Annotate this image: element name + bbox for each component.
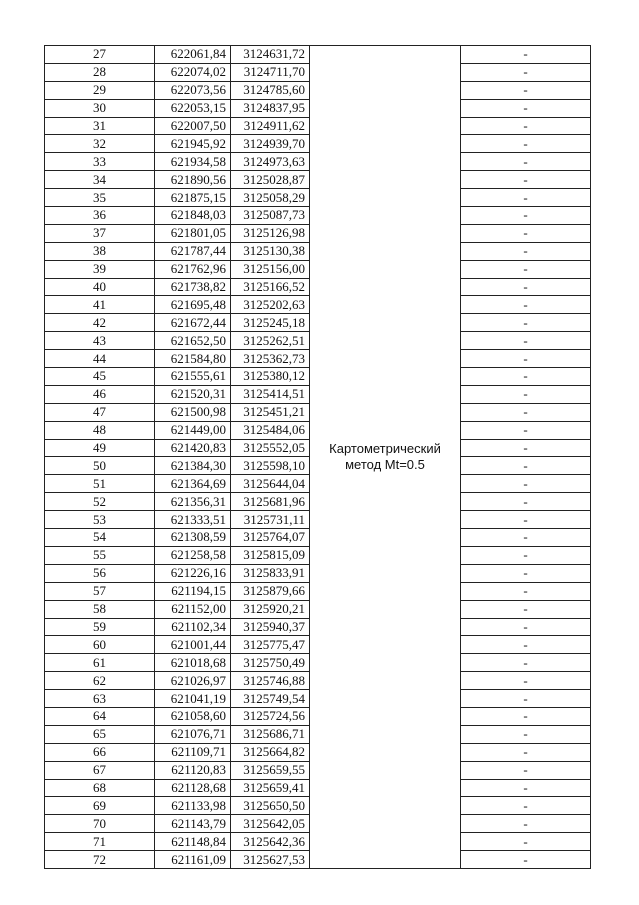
note-cell: - [461, 171, 591, 189]
x-coordinate-cell: 621102,34 [155, 618, 231, 636]
note-cell: - [461, 99, 591, 117]
note-cell: - [461, 368, 591, 386]
x-coordinate-cell: 621801,05 [155, 224, 231, 242]
x-coordinate-cell: 621695,48 [155, 296, 231, 314]
note-cell: - [461, 189, 591, 207]
y-coordinate-cell: 3124631,72 [231, 46, 310, 64]
method-line-1: Картометрический [329, 440, 441, 456]
y-coordinate-cell: 3125126,98 [231, 224, 310, 242]
point-number-cell: 50 [45, 457, 155, 475]
y-coordinate-cell: 3124939,70 [231, 135, 310, 153]
point-number-cell: 56 [45, 564, 155, 582]
note-cell: - [461, 851, 591, 869]
point-number-cell: 57 [45, 582, 155, 600]
y-coordinate-cell: 3125166,52 [231, 278, 310, 296]
note-cell: - [461, 46, 591, 64]
x-coordinate-cell: 621356,31 [155, 493, 231, 511]
point-number-cell: 37 [45, 224, 155, 242]
y-coordinate-cell: 3125940,37 [231, 618, 310, 636]
point-number-cell: 66 [45, 743, 155, 761]
y-coordinate-cell: 3125920,21 [231, 600, 310, 618]
point-number-cell: 42 [45, 314, 155, 332]
point-number-cell: 35 [45, 189, 155, 207]
point-number-cell: 28 [45, 63, 155, 81]
x-coordinate-cell: 621120,83 [155, 761, 231, 779]
y-coordinate-cell: 3125451,21 [231, 403, 310, 421]
point-number-cell: 44 [45, 350, 155, 368]
y-coordinate-cell: 3125627,53 [231, 851, 310, 869]
note-cell: - [461, 260, 591, 278]
point-number-cell: 55 [45, 546, 155, 564]
point-number-cell: 41 [45, 296, 155, 314]
note-cell: - [461, 600, 591, 618]
y-coordinate-cell: 3125749,54 [231, 690, 310, 708]
y-coordinate-cell: 3125833,91 [231, 564, 310, 582]
note-cell: - [461, 117, 591, 135]
y-coordinate-cell: 3125764,07 [231, 529, 310, 547]
y-coordinate-cell: 3124911,62 [231, 117, 310, 135]
note-cell: - [461, 296, 591, 314]
x-coordinate-cell: 621076,71 [155, 725, 231, 743]
note-cell: - [461, 403, 591, 421]
note-cell: - [461, 815, 591, 833]
y-coordinate-cell: 3125686,71 [231, 725, 310, 743]
x-coordinate-cell: 621945,92 [155, 135, 231, 153]
note-cell: - [461, 564, 591, 582]
y-coordinate-cell: 3125202,63 [231, 296, 310, 314]
x-coordinate-cell: 621555,61 [155, 368, 231, 386]
y-coordinate-cell: 3125815,09 [231, 546, 310, 564]
y-coordinate-cell: 3125664,82 [231, 743, 310, 761]
x-coordinate-cell: 621890,56 [155, 171, 231, 189]
x-coordinate-cell: 621449,00 [155, 421, 231, 439]
note-cell: - [461, 797, 591, 815]
note-cell: - [461, 546, 591, 564]
point-number-cell: 52 [45, 493, 155, 511]
point-number-cell: 49 [45, 439, 155, 457]
y-coordinate-cell: 3125552,05 [231, 439, 310, 457]
method-cell [310, 46, 461, 869]
point-number-cell: 63 [45, 690, 155, 708]
point-number-cell: 38 [45, 242, 155, 260]
y-coordinate-cell: 3124837,95 [231, 99, 310, 117]
point-number-cell: 43 [45, 332, 155, 350]
note-cell: - [461, 707, 591, 725]
point-number-cell: 62 [45, 672, 155, 690]
y-coordinate-cell: 3125130,38 [231, 242, 310, 260]
coordinates-table-body [45, 46, 591, 869]
x-coordinate-cell: 621762,96 [155, 260, 231, 278]
y-coordinate-cell: 3125156,00 [231, 260, 310, 278]
x-coordinate-cell: 621226,16 [155, 564, 231, 582]
x-coordinate-cell: 621143,79 [155, 815, 231, 833]
point-number-cell: 68 [45, 779, 155, 797]
y-coordinate-cell: 3125731,11 [231, 511, 310, 529]
y-coordinate-cell: 3125746,88 [231, 672, 310, 690]
point-number-cell: 45 [45, 368, 155, 386]
y-coordinate-cell: 3125484,06 [231, 421, 310, 439]
y-coordinate-cell: 3125245,18 [231, 314, 310, 332]
note-cell: - [461, 439, 591, 457]
point-number-cell: 58 [45, 600, 155, 618]
x-coordinate-cell: 621161,09 [155, 851, 231, 869]
point-number-cell: 69 [45, 797, 155, 815]
x-coordinate-cell: 621500,98 [155, 403, 231, 421]
y-coordinate-cell: 3125681,96 [231, 493, 310, 511]
point-number-cell: 64 [45, 707, 155, 725]
note-cell: - [461, 529, 591, 547]
point-number-cell: 27 [45, 46, 155, 64]
table-row [45, 46, 591, 64]
method-line-2: метод Mt=0.5 [345, 456, 425, 472]
x-coordinate-cell: 621420,83 [155, 439, 231, 457]
point-number-cell: 29 [45, 81, 155, 99]
note-cell: - [461, 81, 591, 99]
y-coordinate-cell: 3125380,12 [231, 368, 310, 386]
note-cell: - [461, 63, 591, 81]
point-number-cell: 61 [45, 654, 155, 672]
x-coordinate-cell: 621058,60 [155, 707, 231, 725]
y-coordinate-cell: 3124973,63 [231, 153, 310, 171]
x-coordinate-cell: 621109,71 [155, 743, 231, 761]
x-coordinate-cell: 621133,98 [155, 797, 231, 815]
x-coordinate-cell: 621148,84 [155, 833, 231, 851]
note-cell: - [461, 672, 591, 690]
y-coordinate-cell: 3125650,50 [231, 797, 310, 815]
note-cell: - [461, 207, 591, 225]
point-number-cell: 34 [45, 171, 155, 189]
x-coordinate-cell: 621787,44 [155, 242, 231, 260]
y-coordinate-cell: 3125414,51 [231, 385, 310, 403]
x-coordinate-cell: 622007,50 [155, 117, 231, 135]
point-number-cell: 53 [45, 511, 155, 529]
note-cell: - [461, 224, 591, 242]
point-number-cell: 59 [45, 618, 155, 636]
note-cell: - [461, 385, 591, 403]
point-number-cell: 54 [45, 529, 155, 547]
point-number-cell: 36 [45, 207, 155, 225]
x-coordinate-cell: 621584,80 [155, 350, 231, 368]
point-number-cell: 47 [45, 403, 155, 421]
note-cell: - [461, 779, 591, 797]
y-coordinate-cell: 3125775,47 [231, 636, 310, 654]
point-number-cell: 71 [45, 833, 155, 851]
point-number-cell: 60 [45, 636, 155, 654]
note-cell: - [461, 582, 591, 600]
y-coordinate-cell: 3125659,41 [231, 779, 310, 797]
point-number-cell: 51 [45, 475, 155, 493]
point-number-cell: 39 [45, 260, 155, 278]
y-coordinate-cell: 3125659,55 [231, 761, 310, 779]
x-coordinate-cell: 621652,50 [155, 332, 231, 350]
note-cell: - [461, 475, 591, 493]
note-cell: - [461, 421, 591, 439]
note-cell: - [461, 493, 591, 511]
x-coordinate-cell: 621672,44 [155, 314, 231, 332]
x-coordinate-cell: 621384,30 [155, 457, 231, 475]
x-coordinate-cell: 621364,69 [155, 475, 231, 493]
x-coordinate-cell: 621875,15 [155, 189, 231, 207]
x-coordinate-cell: 622053,15 [155, 99, 231, 117]
note-cell: - [461, 654, 591, 672]
x-coordinate-cell: 621738,82 [155, 278, 231, 296]
x-coordinate-cell: 622073,56 [155, 81, 231, 99]
y-coordinate-cell: 3125879,66 [231, 582, 310, 600]
x-coordinate-cell: 622061,84 [155, 46, 231, 64]
point-number-cell: 72 [45, 851, 155, 869]
point-number-cell: 67 [45, 761, 155, 779]
point-number-cell: 40 [45, 278, 155, 296]
note-cell: - [461, 135, 591, 153]
note-cell: - [461, 350, 591, 368]
x-coordinate-cell: 621520,31 [155, 385, 231, 403]
y-coordinate-cell: 3125642,36 [231, 833, 310, 851]
point-number-cell: 70 [45, 815, 155, 833]
note-cell: - [461, 690, 591, 708]
y-coordinate-cell: 3125750,49 [231, 654, 310, 672]
point-number-cell: 33 [45, 153, 155, 171]
note-cell: - [461, 743, 591, 761]
y-coordinate-cell: 3125028,87 [231, 171, 310, 189]
point-number-cell: 32 [45, 135, 155, 153]
note-cell: - [461, 761, 591, 779]
note-cell: - [461, 278, 591, 296]
note-cell: - [461, 618, 591, 636]
y-coordinate-cell: 3125724,56 [231, 707, 310, 725]
note-cell: - [461, 314, 591, 332]
point-number-cell: 31 [45, 117, 155, 135]
x-coordinate-cell: 621934,58 [155, 153, 231, 171]
y-coordinate-cell: 3125262,51 [231, 332, 310, 350]
y-coordinate-cell: 3124785,60 [231, 81, 310, 99]
x-coordinate-cell: 621152,00 [155, 600, 231, 618]
x-coordinate-cell: 622074,02 [155, 63, 231, 81]
y-coordinate-cell: 3125362,73 [231, 350, 310, 368]
y-coordinate-cell: 3125598,10 [231, 457, 310, 475]
x-coordinate-cell: 621041,19 [155, 690, 231, 708]
point-number-cell: 65 [45, 725, 155, 743]
y-coordinate-cell: 3125644,04 [231, 475, 310, 493]
x-coordinate-cell: 621333,51 [155, 511, 231, 529]
x-coordinate-cell: 621194,15 [155, 582, 231, 600]
y-coordinate-cell: 3125642,05 [231, 815, 310, 833]
point-number-cell: 46 [45, 385, 155, 403]
x-coordinate-cell: 621018,68 [155, 654, 231, 672]
y-coordinate-cell: 3124711,70 [231, 63, 310, 81]
x-coordinate-cell: 621308,59 [155, 529, 231, 547]
x-coordinate-cell: 621848,03 [155, 207, 231, 225]
note-cell: - [461, 242, 591, 260]
note-cell: - [461, 457, 591, 475]
note-cell: - [461, 725, 591, 743]
y-coordinate-cell: 3125087,73 [231, 207, 310, 225]
note-cell: - [461, 833, 591, 851]
x-coordinate-cell: 621001,44 [155, 636, 231, 654]
coordinates-table [44, 45, 591, 869]
note-cell: - [461, 636, 591, 654]
point-number-cell: 48 [45, 421, 155, 439]
note-cell: - [461, 153, 591, 171]
note-cell: - [461, 511, 591, 529]
x-coordinate-cell: 621128,68 [155, 779, 231, 797]
note-cell: - [461, 332, 591, 350]
x-coordinate-cell: 621026,97 [155, 672, 231, 690]
x-coordinate-cell: 621258,58 [155, 546, 231, 564]
y-coordinate-cell: 3125058,29 [231, 189, 310, 207]
point-number-cell: 30 [45, 99, 155, 117]
